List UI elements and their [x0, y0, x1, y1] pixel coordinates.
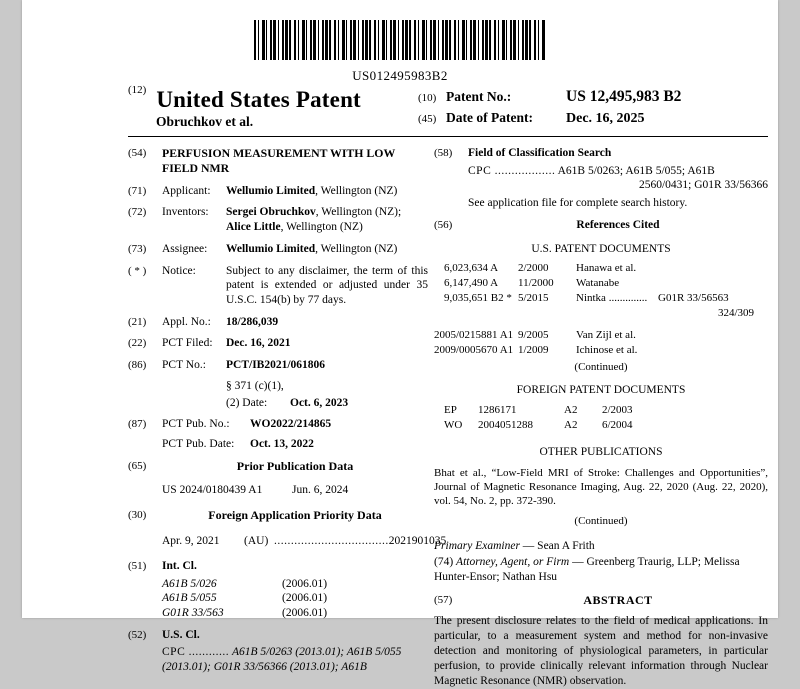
us-cl-entry [128, 628, 428, 675]
ref-name: Hanawa et al. [576, 262, 637, 275]
foreign-priority-country: (AU) [244, 535, 269, 548]
ref-date: 11/2000 [518, 277, 554, 290]
int-cl-code: A61B 5/026 [162, 577, 217, 590]
pct-pub-entry [128, 417, 428, 432]
header-tag-12: (12) [128, 84, 147, 96]
pct-pub-value: WO2022/214865 [250, 418, 332, 431]
inventors-label: Inventors: [162, 206, 209, 219]
references-cited-head-row [434, 218, 768, 233]
applicant-entry [128, 184, 428, 199]
attorney-value: — Greenberg Traurig, LLP; Melissa Hunter-Ensor; Nathan Hsu [434, 556, 740, 583]
pct-pub-tag: (87) [128, 418, 147, 431]
ref-number: 6,147,490 A [444, 277, 499, 290]
patent-date-row [418, 110, 768, 127]
abstract-tag: (57) [434, 593, 453, 606]
notice-entry [128, 264, 428, 308]
ref-name: Ichinose et al. [576, 343, 638, 356]
fpd-country: WO [444, 419, 463, 432]
patent-date-value: Dec. 16, 2025 [566, 111, 645, 126]
patent-number-tag: (10) [418, 92, 437, 104]
ref-number: 2009/0005670 A1 [434, 343, 514, 356]
patent-date-tag: (45) [418, 113, 437, 125]
patent-page [22, 0, 778, 687]
prior-publication-number: US 2024/0180439 A1 [162, 484, 263, 497]
other-publication-text: Bhat et al., “Low-Field MRI of Stroke: Challenges and Opportunities”, Journal of Magnetic Resonance Imaging, Aug. 22, 2020 (Aug. 22, 2020), vol. 54, No. 2, pp. 372-390. [434, 466, 768, 508]
inventors-value [226, 205, 428, 234]
ref-date: 5/2015 [518, 292, 549, 304]
fpd-number: 2004051288 [478, 419, 533, 432]
us-cl-prefix: CPC ............ [162, 646, 230, 659]
int-cl-row [162, 606, 428, 621]
appl-no-label: Appl. No.: [162, 315, 211, 328]
abstract-head-row [434, 593, 768, 608]
int-cl-tag: (51) [128, 559, 147, 572]
pct-no-value-block [226, 358, 428, 410]
us-cl-line-2: (2013.01); G01R 33/56366 (2013.01); A61B [162, 661, 367, 674]
ref-number: 2005/0215881 A1 [434, 328, 514, 341]
pct-371-date-label: (2) Date: [226, 396, 268, 409]
foreign-priority-date: Apr. 9, 2021 [162, 535, 220, 548]
us-patent-documents-table [434, 261, 768, 357]
int-cl-code: G01R 33/563 [162, 607, 224, 620]
pct-filed-label: PCT Filed: [162, 337, 213, 350]
int-cl-code: A61B 5/055 [162, 592, 217, 605]
table-row [444, 261, 768, 276]
fpd-kind: A2 [564, 419, 578, 432]
invention-title-entry [128, 146, 428, 177]
pct-371-date-row [226, 396, 428, 411]
appl-no-entry [128, 315, 428, 330]
fpd-date: 2/2003 [602, 404, 633, 417]
abstract-text: The present disclosure relates to the field of medical applications. In particular, to a measurement system and method for non-invasive detection and monitoring of physiological parameters, in particular perfusion, to provide clinically relevant information through Nuclear Magnetic Resonance (NMR) observation. [434, 615, 768, 687]
header-right [418, 88, 768, 131]
prior-publication-row [162, 483, 428, 498]
ref-number: 9,035,651 B2 * [444, 292, 512, 304]
ref-extra [658, 261, 768, 276]
us-cl-label: U.S. Cl. [162, 628, 200, 641]
table-row [434, 343, 768, 358]
field-of-search-line-2: 2560/0431; G01R 33/56366 [638, 179, 768, 192]
other-publications-heading: OTHER PUBLICATIONS [539, 445, 663, 458]
field-of-search-entry [434, 146, 768, 211]
patent-number-label: Patent No.: [446, 89, 512, 104]
barcode-image [254, 20, 546, 60]
pct-pub-value-block [250, 417, 428, 432]
invention-title-tag: (54) [128, 147, 147, 159]
continued-label-2: (Continued) [574, 515, 628, 528]
table-row [444, 291, 768, 306]
primary-examiner-row [434, 539, 768, 554]
primary-examiner-label: Primary Examiner [434, 539, 520, 552]
page-title: United States Patent [156, 87, 361, 112]
foreign-priority-row [162, 534, 447, 549]
pct-filed-entry [128, 336, 428, 351]
pct-filed-tag: (22) [128, 337, 147, 350]
us-cl-line-1 [162, 645, 428, 660]
us-cl-head-row [128, 628, 428, 643]
ref-extra: 324/309 [717, 306, 754, 319]
appl-no-tag: (21) [128, 315, 147, 328]
int-cl-row [162, 591, 428, 606]
attorney-tag: (74) [434, 556, 454, 569]
pct-371-date-value: Oct. 6, 2023 [290, 396, 349, 409]
assignee-label: Assignee: [162, 242, 208, 255]
ref-extra [658, 276, 768, 291]
ref-number: 6,023,634 A [444, 262, 499, 275]
inventor-2-rest: , Wellington (NZ) [280, 221, 363, 234]
abstract-heading: ABSTRACT [583, 592, 653, 607]
int-cl-list [162, 577, 428, 621]
int-cl-entry [128, 559, 428, 621]
applicant-tag: (71) [128, 184, 147, 197]
int-cl-version: (2006.01) [282, 592, 328, 605]
references-cited-entry [434, 218, 768, 529]
ref-date: 2/2000 [518, 262, 549, 275]
field-of-search-codes-1: A61B 5/0263; A61B 5/055; A61B [557, 164, 715, 177]
foreign-priority-tag: (30) [128, 508, 147, 521]
fpd-date: 6/2004 [602, 419, 633, 432]
table-row [434, 328, 768, 343]
foreign-priority-dots: .................................. [274, 535, 389, 548]
references-cited-tag: (56) [434, 218, 453, 231]
int-cl-row [162, 577, 428, 592]
table-row [444, 276, 768, 291]
applicant-label: Applicant: [162, 184, 211, 197]
continued-label-1: (Continued) [574, 361, 628, 374]
foreign-priority-head-row [128, 508, 428, 528]
inventors-tag: (72) [128, 206, 147, 219]
ref-name: Watanabe [576, 277, 620, 290]
inventor-1-name: Sergei Obruchkov [226, 206, 316, 219]
pct-filed-value: Dec. 16, 2021 [226, 337, 291, 350]
field-of-search-prefix: CPC .................. [468, 164, 556, 177]
pct-pub-date-spacer [128, 437, 162, 452]
inventors-entry [128, 205, 428, 234]
patent-date-label: Date of Patent: [446, 110, 533, 125]
ref-date: 1/2009 [518, 343, 549, 356]
applicant-name: Wellumio Limited [226, 184, 316, 197]
ref-date: 9/2005 [518, 328, 549, 341]
primary-examiner-value: — Sean A Frith [519, 539, 595, 552]
us-cl-tag: (52) [128, 628, 147, 641]
us-cl-lines [162, 645, 428, 674]
field-of-search-head-row [434, 146, 768, 161]
notice-label: Notice: [162, 264, 196, 277]
foreign-priority-entry [128, 507, 447, 549]
appl-no-value: 18/286,039 [226, 315, 279, 328]
prior-publication-date: Jun. 6, 2024 [292, 484, 349, 497]
patent-number-value: US 12,495,983 B2 [566, 88, 682, 105]
ref-table-gap [444, 321, 768, 328]
assignee-entry [128, 242, 428, 257]
attorney-row [434, 555, 768, 584]
field-of-search-body [468, 164, 768, 211]
ref-extra: G01R 33/56563 [658, 292, 729, 304]
field-of-search-heading: Field of Classification Search [468, 147, 612, 159]
pct-pub-date-label: PCT Pub. Date: [162, 438, 235, 450]
pct-no-value: PCT/IB2021/061806 [226, 359, 326, 372]
attorney-label: Attorney, Agent, or Firm [456, 556, 570, 569]
ref-name: Van Zijl et al. [576, 328, 636, 341]
pct-pub-label: PCT Pub. No.: [162, 418, 230, 431]
pct-371-line: § 371 (c)(1), [226, 379, 284, 392]
int-cl-head-row [128, 559, 428, 574]
pct-no-entry [128, 358, 428, 410]
int-cl-label: Int. Cl. [162, 559, 197, 572]
prior-publication-head-row [128, 459, 428, 479]
assignee-name: Wellumio Limited [226, 242, 316, 255]
fpd-number: 1286171 [478, 404, 517, 417]
ref-name: Nintka .............. [576, 292, 648, 304]
applicant-rest: , Wellington (NZ) [315, 184, 398, 197]
field-of-search-line-1 [468, 164, 768, 179]
foreign-priority-heading: Foreign Application Priority Data [208, 507, 382, 522]
assignee-tag: (73) [128, 242, 147, 255]
table-row [444, 403, 768, 418]
right-column [434, 146, 768, 689]
us-patent-documents-heading: U.S. PATENT DOCUMENTS [531, 242, 671, 255]
references-cited-heading: References Cited [576, 218, 660, 231]
pct-no-label: PCT No.: [162, 359, 206, 372]
int-cl-version: (2006.01) [282, 607, 328, 620]
inventor-2-name: Alice Little [226, 221, 281, 234]
prior-publication-entry [128, 459, 428, 498]
foreign-patent-documents-heading: FOREIGN PATENT DOCUMENTS [516, 384, 686, 397]
foreign-priority-number: 2021901035 [388, 535, 447, 548]
prior-publication-tag: (65) [128, 459, 147, 472]
foreign-patent-documents-table [444, 403, 768, 433]
header-left [128, 84, 418, 130]
invention-title: PERFUSION MEASUREMENT WITH LOW FIELD NMR [162, 146, 396, 176]
applicants-short: Obruchkov et al. [156, 114, 254, 129]
notice-text: Subject to any disclaimer, the term of this patent is extended or adjusted under 35 U.S.C. 154(b) by 77 days. [226, 264, 428, 306]
header-divider [128, 136, 768, 137]
table-row [444, 418, 768, 433]
fpd-country: EP [444, 404, 457, 417]
pct-pub-date-value: Oct. 13, 2022 [250, 438, 314, 450]
patent-header [22, 84, 778, 130]
pct-no-tag: (86) [128, 359, 147, 372]
pct-pub-date-entry [128, 437, 428, 452]
patent-number-row [418, 88, 768, 106]
assignee-rest: , Wellington (NZ) [315, 242, 398, 255]
assignee-value [226, 242, 428, 257]
int-cl-version: (2006.01) [282, 577, 328, 590]
applicant-value [226, 184, 428, 199]
field-of-search-tag: (58) [434, 147, 453, 159]
notice-tag: ( * ) [128, 264, 147, 277]
prior-publication-heading: Prior Publication Data [236, 458, 354, 473]
us-cl-codes-1: A61B 5/0263 (2013.01); A61B 5/055 [232, 646, 402, 659]
table-row [444, 306, 768, 321]
fpd-kind: A2 [564, 404, 578, 417]
barcode-area [22, 20, 778, 84]
field-of-search-note: See application file for complete search history. [468, 197, 688, 210]
inventor-1-rest: , Wellington (NZ); [315, 206, 402, 219]
barcode-number: US012495983B2 [352, 68, 448, 83]
